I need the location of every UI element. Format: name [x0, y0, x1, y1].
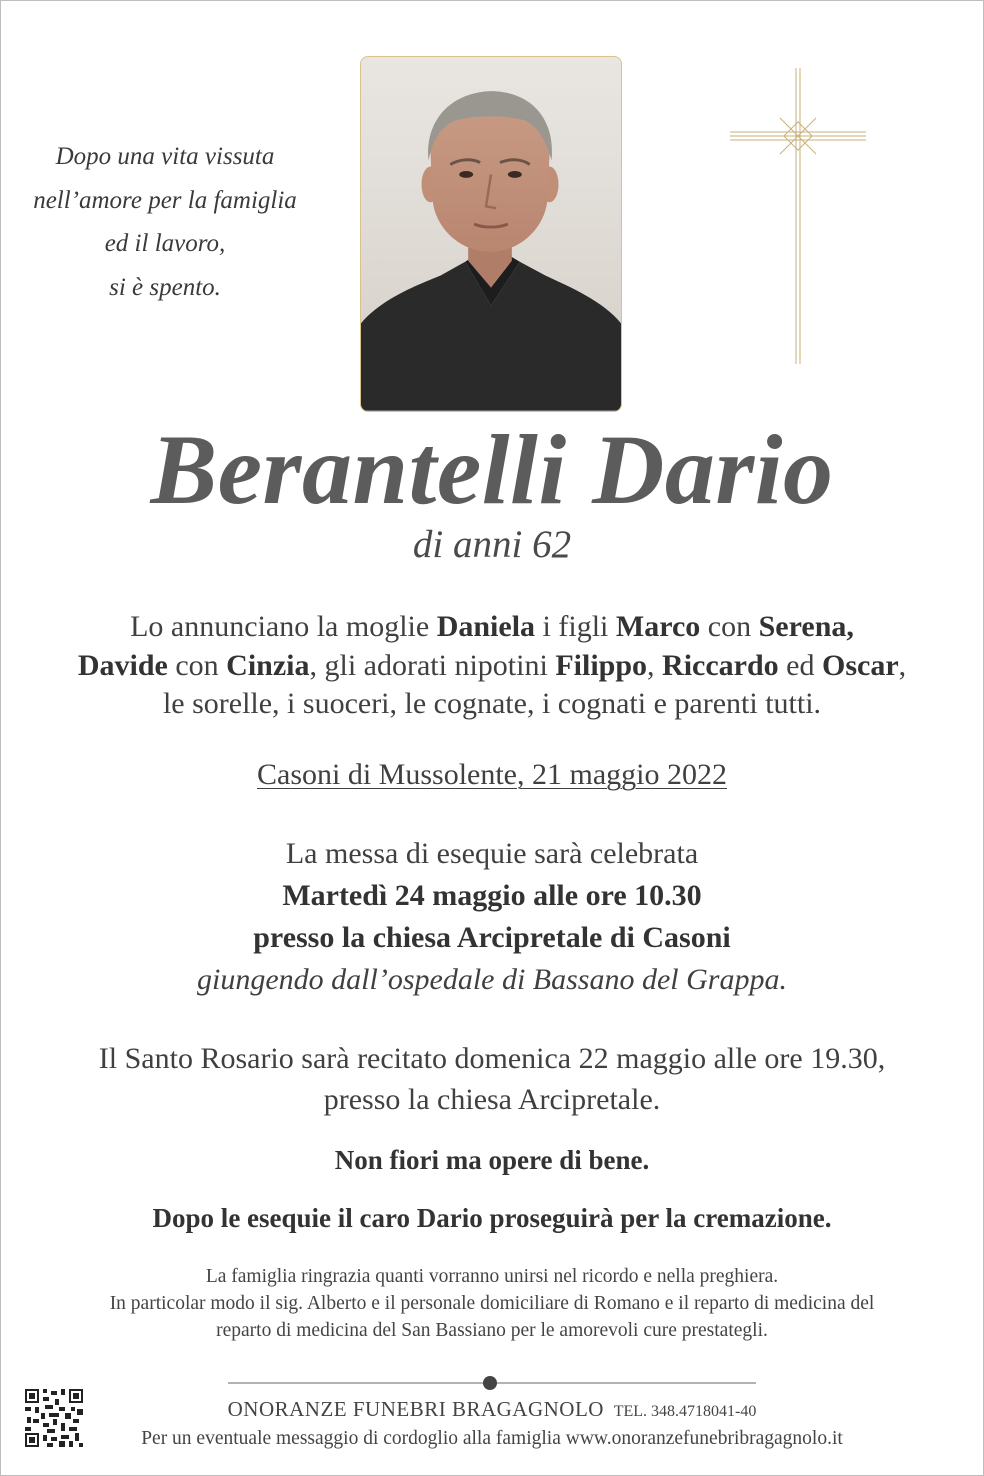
footer-agency-line — [0, 1396, 984, 1425]
no-flowers-note: Non fiori ma opere di bene. — [334, 1145, 650, 1175]
funeral-line-1: La messa di esequie sarà celebrata — [285, 837, 699, 870]
thanks-line-3: reparto di medicina del San Bassiano per le amorevoli cure prestategli. — [216, 1320, 768, 1341]
deceased-name: Berantelli Dario — [150, 414, 834, 525]
announcement-line-2: Davide con Cinzia, gli adorati nipotini Filippo, Riccardo ed Oscar, — [77, 648, 907, 682]
funeral-info — [0, 833, 984, 1001]
agency-phone: TEL. 348.4718041-40 — [613, 1403, 757, 1420]
quote-line: Dopo una vita vissuta — [55, 143, 275, 170]
rosary-info — [0, 1038, 984, 1120]
portrait-illustration — [361, 57, 621, 411]
opening-quote — [20, 135, 310, 309]
agency-name: ONORANZE FUNEBRI BRAGAGNOLO — [227, 1397, 604, 1421]
announcement-line-1: Lo annunciano la moglie Daniela i figli Marco con Serena, — [130, 610, 854, 643]
portrait-photo — [360, 56, 622, 412]
funeral-origin: giungendo dall’ospedale di Bassano del Grappa. — [197, 963, 787, 996]
deceased-age: di anni 62 — [412, 523, 572, 566]
quote-line: ed il lavoro, — [104, 230, 226, 257]
cross-icon — [730, 68, 866, 364]
funeral-church: presso la chiesa Arcipretale di Casoni — [253, 921, 731, 954]
thanks-line-1: La famiglia ringrazia quanti vorranno unirsi nel ricordo e nella preghiera. — [205, 1266, 779, 1287]
footer — [0, 1396, 984, 1452]
thanks-line-2: In particolar modo il sig. Alberto e il personale domiciliare di Romano e il reparto di medicina del — [109, 1293, 875, 1314]
place-date — [0, 755, 984, 795]
footer-divider — [228, 1375, 756, 1391]
condolence-message[interactable]: Per un eventuale messaggio di cordoglio alla famiglia www.onoranzefunebribragagnolo.it — [141, 1428, 843, 1449]
family-thanks — [0, 1263, 984, 1344]
announcement — [0, 608, 984, 724]
rosary-line-2: presso la chiesa Arcipretale. — [323, 1083, 661, 1116]
funeral-date: Martedì 24 maggio alle ore 10.30 — [282, 879, 702, 912]
place-date-text: Casoni di Mussolente, 21 maggio 2022 — [257, 758, 727, 791]
quote-line: nell’amore per la famiglia — [33, 186, 297, 214]
announcement-line-3: le sorelle, i suoceri, le cognate, i cognati e parenti tutti. — [162, 687, 822, 720]
cremation-note: Dopo le esequie il caro Dario proseguirà per la cremazione. — [152, 1203, 832, 1233]
quote-line: si è spento. — [109, 273, 221, 301]
rosary-line-1: Il Santo Rosario sarà recitato domenica 22 maggio alle ore 19.30, — [98, 1042, 886, 1075]
